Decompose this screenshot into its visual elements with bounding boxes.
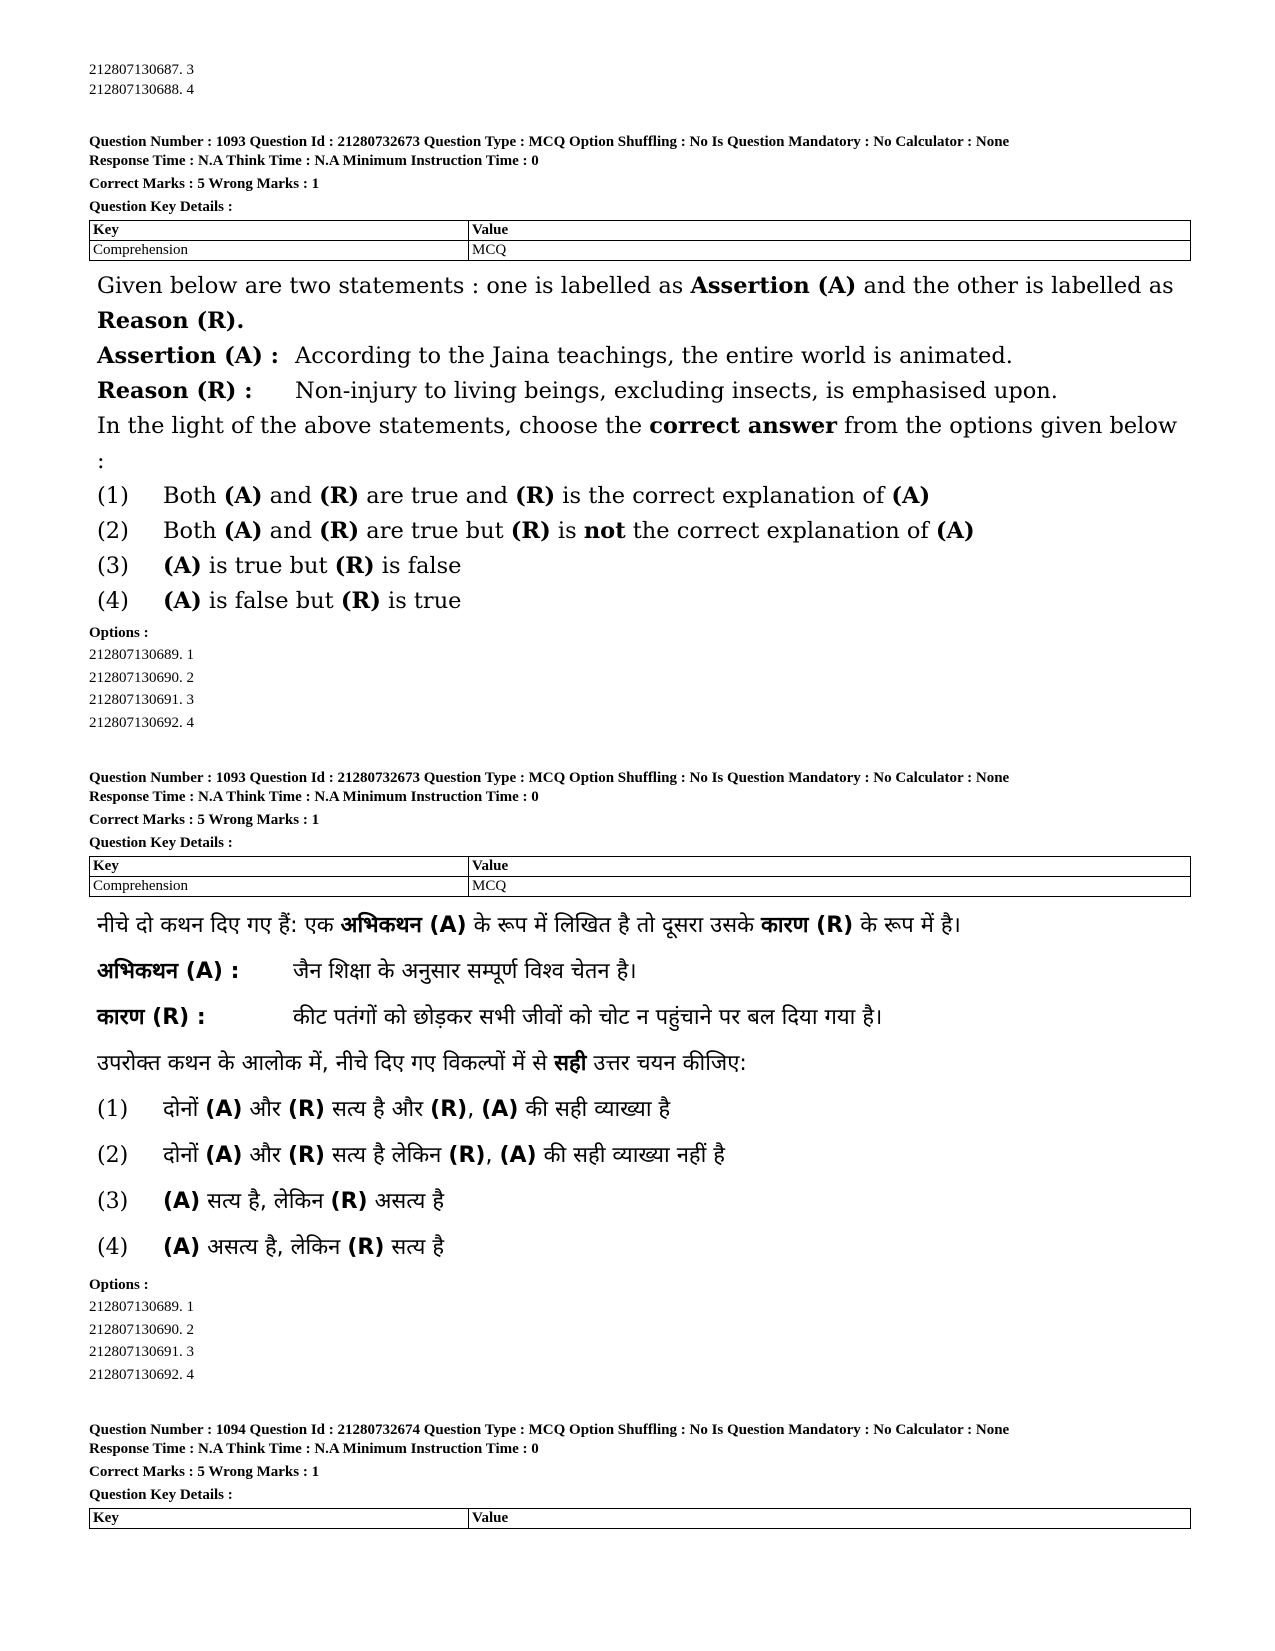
instruction: In the light of the above statements, choose the correct answer from the options given below :: [97, 413, 1178, 474]
option-id: 212807130691. 3: [89, 1344, 194, 1360]
choice-text: Both (A) and (R) are true but (R) is not the correct explanation of (A): [163, 518, 975, 544]
choice-text: Both (A) and (R) are true and (R) is the correct explanation of (A): [163, 483, 931, 509]
choice-text: दोनों (A) और (R) सत्य है लेकिन (R), (A) की सही व्याख्या नहीं है: [163, 1143, 725, 1168]
reason-row: [97, 995, 1189, 1041]
choice-item: [97, 584, 1189, 619]
question-intro: नीचे दो कथन दिए गए हैं: एक अभिकथन (A) के रूप में लिखित है तो दूसरा उसके कारण (R) के रूप में है।: [97, 913, 961, 938]
assertion-text: जैन शिक्षा के अनुसार सम्पूर्ण विश्व चेतन है।: [293, 959, 637, 984]
key-details-label: Question Key Details :: [89, 1487, 233, 1503]
table-header-value: Value: [469, 857, 1191, 877]
option-id: 212807130689. 1: [89, 647, 194, 663]
choice-number: (4): [97, 588, 129, 614]
question-block-next: [89, 1421, 1189, 1529]
choice-list: [97, 1087, 1189, 1271]
choice-number: (4): [97, 1235, 129, 1260]
question-block-english: [89, 133, 1189, 734]
question-header: Question Number : 1093 Question Id : 21280732673 Question Type : MCQ Option Shuffling : No Is Question Mandatory : No Calculator : None: [89, 770, 1010, 786]
choice-item: [97, 1087, 1189, 1133]
options-label: Options :: [89, 625, 149, 641]
choice-text: (A) is false but (R) is true: [163, 588, 462, 614]
question-marks: Correct Marks : 5 Wrong Marks : 1: [89, 1464, 320, 1480]
question-timing: Response Time : N.A Think Time : N.A Minimum Instruction Time : 0: [89, 789, 539, 805]
choice-item: [97, 1179, 1189, 1225]
assertion-label: अभिकथन (A) :: [97, 959, 240, 984]
key-details-label: Question Key Details :: [89, 835, 233, 851]
choice-item: [97, 1133, 1189, 1179]
table-header-key: Key: [90, 857, 469, 877]
exam-page: [89, 60, 1189, 1529]
assertion-text: According to the Jaina teachings, the entire world is animated.: [295, 343, 1013, 369]
option-id: 212807130692. 4: [89, 714, 194, 731]
reason-label: Reason (R) :: [97, 378, 253, 404]
choice-text: दोनों (A) और (R) सत्य है और (R), (A) की सही व्याख्या है: [163, 1097, 671, 1122]
choice-number: (2): [97, 1143, 129, 1168]
choice-text: (A) is true but (R) is false: [163, 553, 462, 579]
table-header-value: Value: [469, 1509, 1191, 1529]
choice-list: [97, 479, 1189, 619]
choice-number: (3): [97, 1189, 129, 1214]
question-body: [97, 903, 1189, 1271]
reason-text: Non-injury to living beings, excluding insects, is emphasised upon.: [295, 378, 1058, 404]
option-id: 212807130690. 2: [89, 669, 194, 686]
table-cell-value: MCQ: [469, 241, 1191, 261]
table-cell-value: MCQ: [469, 877, 1191, 897]
question-timing: Response Time : N.A Think Time : N.A Minimum Instruction Time : 0: [89, 153, 539, 169]
choice-number: (2): [97, 518, 129, 544]
choice-number: (1): [97, 483, 129, 509]
table-cell-key: Comprehension: [90, 241, 469, 261]
options-label: Options :: [89, 1277, 149, 1293]
choice-item: [97, 1225, 1189, 1271]
question-marks: Correct Marks : 5 Wrong Marks : 1: [89, 176, 320, 192]
question-intro: Given below are two statements : one is labelled as Assertion (A) and the other is labelled as Reason (R).: [97, 273, 1174, 334]
choice-number: (3): [97, 553, 129, 579]
question-header: Question Number : 1093 Question Id : 21280732673 Question Type : MCQ Option Shuffling : No Is Question Mandatory : No Calculator : None: [89, 134, 1010, 150]
table-header-value: Value: [469, 221, 1191, 241]
option-id: 212807130689. 1: [89, 1299, 194, 1315]
table-header-key: Key: [90, 221, 469, 241]
table-header-key: Key: [90, 1509, 469, 1529]
choice-number: (1): [97, 1097, 129, 1122]
question-body: [97, 269, 1189, 619]
key-value-table: [89, 856, 1191, 897]
choice-item: [97, 514, 1189, 549]
reason-row: [97, 374, 1189, 409]
key-value-table: [89, 1508, 1191, 1529]
option-id: 212807130691. 3: [89, 692, 194, 708]
option-id: 212807130692. 4: [89, 1366, 194, 1383]
assertion-row: [97, 339, 1189, 374]
choice-text: (A) असत्य है, लेकिन (R) सत्य है: [163, 1235, 445, 1260]
key-details-label: Question Key Details :: [89, 199, 233, 215]
question-header: Question Number : 1094 Question Id : 21280732674 Question Type : MCQ Option Shuffling : No Is Question Mandatory : No Calculator : None: [89, 1422, 1010, 1438]
reason-label: कारण (R) :: [97, 1005, 206, 1030]
choice-item: [97, 549, 1189, 584]
choice-text: (A) सत्य है, लेकिन (R) असत्य है: [163, 1189, 445, 1214]
choice-item: [97, 479, 1189, 514]
key-value-table: [89, 220, 1191, 261]
question-timing: Response Time : N.A Think Time : N.A Minimum Instruction Time : 0: [89, 1441, 539, 1457]
question-marks: Correct Marks : 5 Wrong Marks : 1: [89, 812, 320, 828]
instruction: उपरोक्त कथन के आलोक में, नीचे दिए गए विकल्पों में से सही उत्तर चयन कीजिए:: [97, 1051, 747, 1076]
question-block-hindi: [89, 769, 1189, 1386]
reason-text: कीट पतंगों को छोड़कर सभी जीवों को चोट न पहुंचाने पर बल दिया गया है।: [293, 1005, 883, 1030]
table-cell-key: Comprehension: [90, 877, 469, 897]
top-option: 212807130688. 4: [89, 82, 194, 98]
top-option: 212807130687. 3: [89, 62, 194, 78]
assertion-label: Assertion (A) :: [97, 343, 279, 369]
assertion-row: [97, 949, 1189, 995]
option-id: 212807130690. 2: [89, 1321, 194, 1338]
